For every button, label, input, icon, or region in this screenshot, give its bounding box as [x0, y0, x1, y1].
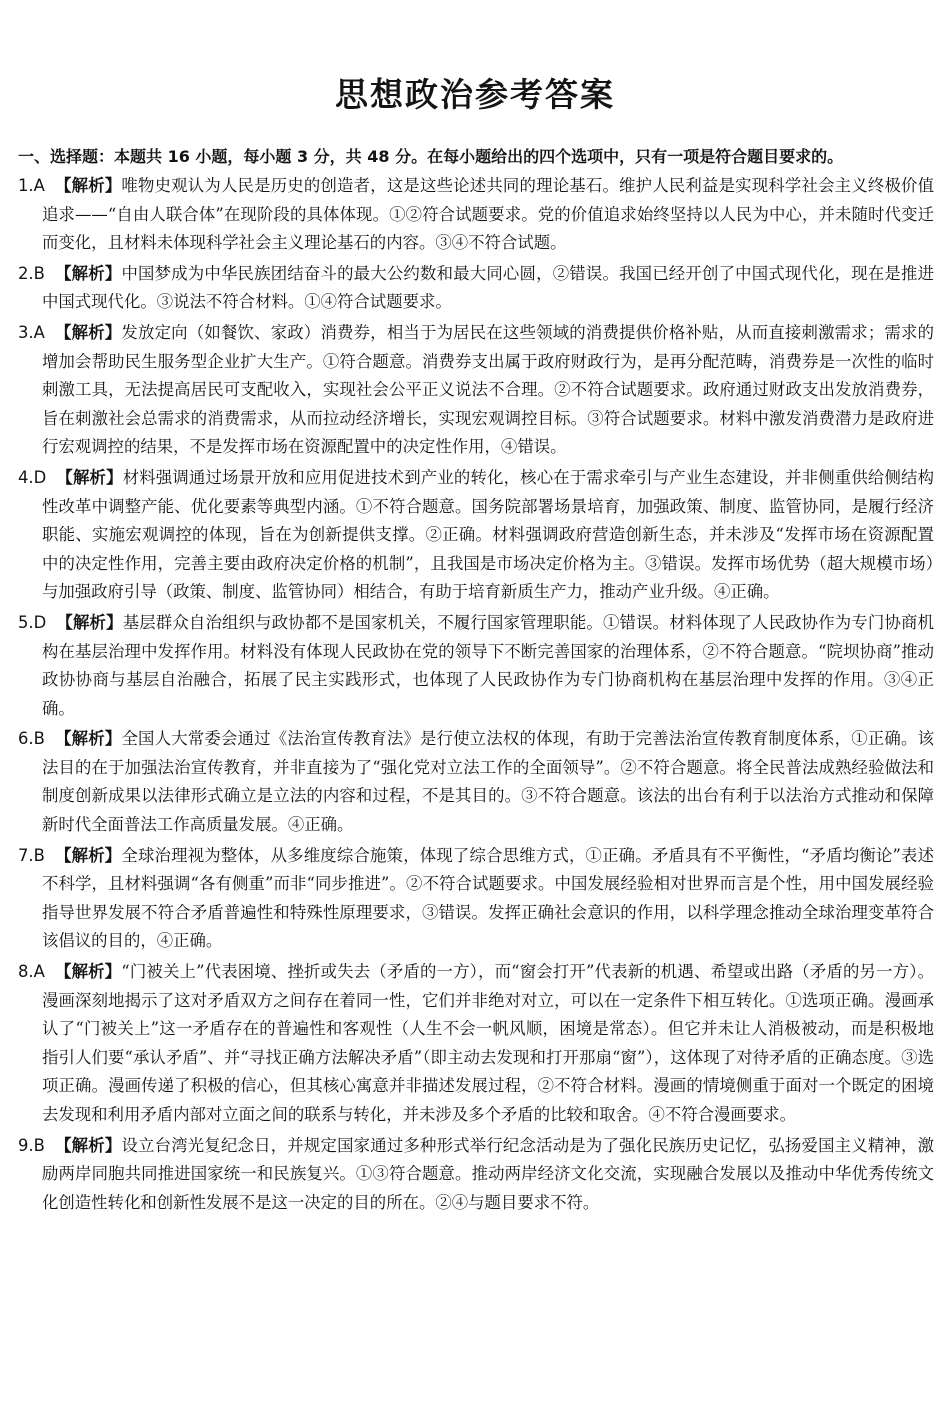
answer-list — [18, 172, 934, 1344]
answer-item-8 — [18, 958, 934, 1130]
analysis-text: 发放定向（如餐饮、家政）消费券，相当于为居民在这些领域的消费提供价格补贴，从而直接刺激需求；需求的增加会帮助民生服务型企业扩大生产。①符合题意。消费券支出属于政府财政行为，是再分配范畴，消费券是一次性的临时刺激工具，无法提高居民可支配收入，实现社会公平正义说法不合理。②不符合试题要求。政府通过财政支出发放消费券，旨在刺激社会总需求的消费需求，从而拉动经济增长，实现宏观调控目标。③符合试题要求。材料中激发消费潜力是政府进行宏观调控的结果，不是发挥市场在资源配置中的决定性作用，④错误。 — [42, 322, 934, 457]
question-number: 9. — [18, 1135, 34, 1155]
question-number: 7. — [18, 845, 34, 865]
answer-item-4 — [18, 464, 934, 607]
analysis-text: 材料强调通过场景开放和应用促进技术到产业的转化，核心在于需求牵引与产业生态建设，并非侧重供给侧结构性改革中调整产能、优化要素等典型内涵。①不符合题意。国务院部署场景培育，加强政策、制度、监管协同，是履行经济职能、实施宏观调控的体现，旨在为创新提供支撑。②正确。材料强调政府营造创新生态，并未涉及“发挥市场在资源配置中的决定性作用，完善主要由政府决定价格的机制”，且我国是市场决定价格为主。③错误。发挥市场优势（超大规模市场）与加强政府引导（政策、制度、监管协同）相结合，有助于培育新质生产力，推动产业升级。④正确。 — [42, 467, 934, 602]
answer-letter: A — [33, 962, 45, 982]
analysis-tag: 【解析】 — [54, 263, 122, 283]
answer-item-1 — [18, 172, 934, 258]
analysis-tag: 【解析】 — [54, 845, 122, 865]
question-number: 1. — [18, 176, 34, 195]
analysis-tag: 【解析】 — [54, 322, 122, 342]
answer-letter: A — [33, 322, 45, 342]
answer-item-9 — [18, 1132, 934, 1218]
analysis-tag: 【解析】 — [56, 612, 123, 632]
analysis-text: “门被关上”代表困境、挫折或失去（矛盾的一方），而“窗会打开”代表新的机遇、希望或出路（矛盾的另一方）。漫画深刻地揭示了这对矛盾双方之间存在着同一性，它们并非绝对对立，可以在一定条件下相互转化。①选项正确。漫画承认了“门被关上”这一矛盾存在的普遍性和客观性（人生不会一帆风顺，困境是常态）。但它并未让人消极被动，而是积极地指引人们要“承认矛盾”、并“寻找正确方法解决矛盾”（即主动去发现和打开那扇“窗”），这体现了对待矛盾的正确态度。③选项正确。漫画传递了积极的信心，但其核心寓意并非描述发展过程，②不符合材料。漫画的情境侧重于面对一个既定的困境去发现和利用矛盾内部对立面之间的联系与转化，并未涉及多个矛盾的比较和取舍。④不符合漫画要求。 — [42, 962, 934, 1124]
analysis-tag: 【解析】 — [54, 1135, 122, 1155]
question-number: 2. — [18, 263, 34, 283]
analysis-text: 基层群众自治组织与政协都不是国家机关，不履行国家管理职能。①错误。材料体现了人民政协作为专门协商机构在基层治理中发挥作用。材料没有体现人民政协在党的领导下不断完善国家的治理体系，②不符合题意。“院坝协商”推动政协协商与基层自治融合，拓展了民主实践形式，也体现了人民政协作为专门协商机构在基层治理中发挥的作用。③④正确。 — [42, 612, 934, 718]
answer-item-7 — [18, 842, 934, 956]
analysis-tag: 【解析】 — [54, 729, 122, 749]
analysis-text: 全国人大常委会通过《法治宣传教育法》是行使立法权的体现，有助于完善法治宣传教育制度体系，①正确。该法目的在于加强法治宣传教育，并非直接为了“强化党对立法工作的全面领导”。②不符合题意。将全民普法成熟经验做法和制度创新成果以法律形式确立是立法的内容和过程，不是其目的。③不符合题意。该法的出台有利于以法治方式推动和保障新时代全面普法工作高质量发展。④正确。 — [42, 729, 934, 835]
answer-letter: B — [33, 1135, 45, 1155]
analysis-tag: 【解析】 — [54, 176, 122, 195]
page-title: 思想政治参考答案 — [335, 75, 615, 114]
question-number: 4. — [18, 467, 34, 487]
question-number: 8. — [18, 962, 34, 982]
question-number: 6. — [18, 729, 34, 749]
section-heading: 一、选择题：本题共 16 小题，每小题 3 分，共 48 分。在每小题给出的四个选项中，只有一项是符合题目要求的。 — [18, 147, 844, 166]
answer-letter: D — [33, 467, 47, 487]
analysis-text: 唯物史观认为人民是历史的创造者，这是这些论述共同的理论基石。维护人民利益是实现科学社会主义终极价值追求——“自由人联合体”在现阶段的具体体现。①②符合试题要求。党的价值追求始终坚持以人民为中心，并未随时代变迁而变化，且材料未体现科学社会主义理论基石的内容。③④不符合试题。 — [42, 176, 934, 253]
answer-letter: D — [33, 612, 47, 632]
question-number: 5. — [18, 612, 34, 632]
analysis-tag: 【解析】 — [54, 962, 122, 982]
question-number: 3. — [18, 322, 34, 342]
answer-item-6 — [18, 725, 934, 839]
answer-letter: A — [33, 176, 45, 195]
answer-item-2 — [18, 260, 934, 317]
answer-letter: B — [33, 845, 45, 865]
answer-letter: B — [33, 263, 45, 283]
analysis-text: 全球治理视为整体，从多维度综合施策，体现了综合思维方式，①正确。矛盾具有不平衡性，“矛盾均衡论”表述不科学，且材料强调“各有侧重”而非“同步推进”。②不符合试题要求。中国发展经验相对世界而言是个性，用中国发展经验指导世界发展不符合矛盾普遍性和特殊性原理要求，③错误。发挥正确社会意识的作用，以科学理念推动全球治理变革符合该倡议的目的，④正确。 — [42, 845, 934, 951]
answer-letter: B — [33, 729, 45, 749]
analysis-text: 设立台湾光复纪念日，并规定国家通过多种形式举行纪念活动是为了强化民族历史记忆，弘扬爱国主义精神，激励两岸同胞共同推进国家统一和民族复兴。①③符合题意。推动两岸经济文化交流，实现融合发展以及推动中华优秀传统文化创造性转化和创新性发展不是这一决定的目的所在。②④与题目要求不符。 — [42, 1135, 934, 1212]
answer-item-5 — [18, 609, 934, 723]
answer-item-3 — [18, 319, 934, 462]
analysis-text: 中国梦成为中华民族团结奋斗的最大公约数和最大同心圆，②错误。我国已经开创了中国式现代化，现在是推进中国式现代化。③说法不符合材料。①④符合试题要求。 — [42, 263, 934, 312]
analysis-tag: 【解析】 — [56, 467, 123, 487]
